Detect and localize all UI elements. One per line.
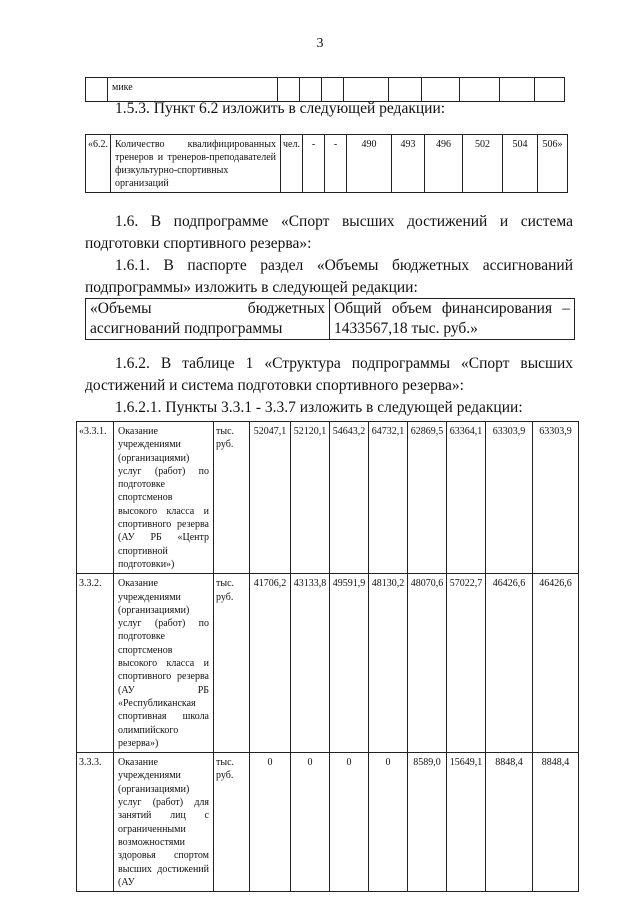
value-cell: - [325,135,347,193]
table-row [77,422,579,574]
value-cell: 52120,1 [291,422,330,574]
value-cell: 63303,9 [486,422,533,574]
value-cell: 493 [392,135,425,193]
value-cell: 8848,4 [533,753,579,892]
paragraph-1-6: 1.6. В подпрограмме «Спорт высших достижений и система подготовки спортивного резерва»: [85,213,573,252]
item-number: «6.2. [86,135,111,193]
value-cell: 0 [330,753,369,892]
row-number: 3.3.3. [77,753,114,892]
item-name: Количество квалифицированных тренеров и тренеров-преподавателей физкультурно-спортивных организаций [111,135,281,193]
value-cell: 0 [250,753,291,892]
value-cell: 504 [503,135,538,193]
row-number: «3.3.1. [77,422,114,574]
row-unit: тыс. руб. [214,422,250,574]
paragraph-1-6-1: 1.6.1. В паспорте раздел «Объемы бюджетных ассигнований подпрограммы» изложить в следующей редакции: [85,257,573,296]
value-cell: 490 [347,135,392,193]
row-unit: тыс. руб. [214,753,250,892]
value-cell: 63303,9 [533,422,579,574]
value-cell: 64732,1 [369,422,408,574]
value-cell: 62869,5 [408,422,447,574]
value-cell: 496 [425,135,463,193]
table-row [77,574,579,753]
row-description: Оказание учреждениями (организациями) услуг (работ) по подготовке спортсменов высокого класса и спортивного резерва (АУ РБ «Центр спортивной подготовки») [114,422,214,574]
value-cell: 46426,6 [486,574,533,753]
value-cell: 15649,1 [447,753,486,892]
value-cell: 506» [538,135,568,193]
continuation-cell: мике [108,78,278,102]
budget-label: «Объемы бюджетных ассигнований подпрограммы [86,299,330,340]
budget-value: Общий объем финансирования – 1433567,18 тыс. руб.» [330,299,575,340]
paragraph-1-6-2: 1.6.2. В таблице 1 «Структура подпрограммы «Спорт высших достижений и система подготовки спортивного резерва»: [85,355,573,394]
value-cell: 49591,9 [330,574,369,753]
item-unit: чел. [281,135,303,193]
row-description: Оказание учреждениями (организациями) услуг (работ) по подготовке спортсменов высокого класса и спортивного резерва (АУ РБ «Республиканская спортивная школа олимпийского резерва») [114,574,214,753]
value-cell: 8848,4 [486,753,533,892]
value-cell: 57022,7 [447,574,486,753]
value-cell: 8589,0 [408,753,447,892]
value-cell: - [303,135,325,193]
budget-table [85,298,575,340]
value-cell: 0 [369,753,408,892]
value-cell: 0 [291,753,330,892]
value-cell: 63364,1 [447,422,486,574]
value-cell: 43133,8 [291,574,330,753]
paragraph-1-6-2-1: 1.6.2.1. Пункты 3.3.1 - 3.3.7 изложить в следующей редакции: [115,399,523,416]
table-row [77,753,579,892]
value-cell: 48130,2 [369,574,408,753]
value-cell: 502 [463,135,503,193]
value-cell: 54643,2 [330,422,369,574]
table-item-6-2 [85,134,568,193]
subprogram-structure-table [76,421,579,892]
value-cell: 46426,6 [533,574,579,753]
value-cell: 48070,6 [408,574,447,753]
value-cell: 52047,1 [250,422,291,574]
row-unit: тыс. руб. [214,574,250,753]
page-number: 3 [316,36,324,51]
value-cell: 41706,2 [250,574,291,753]
row-description: Оказание учреждениями (организациями) услуг (работ) для занятий лиц с ограниченными возможностями здоровья спортом высших достижений (АУ [114,753,214,892]
row-number: 3.3.2. [77,574,114,753]
paragraph-1-5-3: 1.5.3. Пункт 6.2 изложить в следующей редакции: [115,100,446,117]
